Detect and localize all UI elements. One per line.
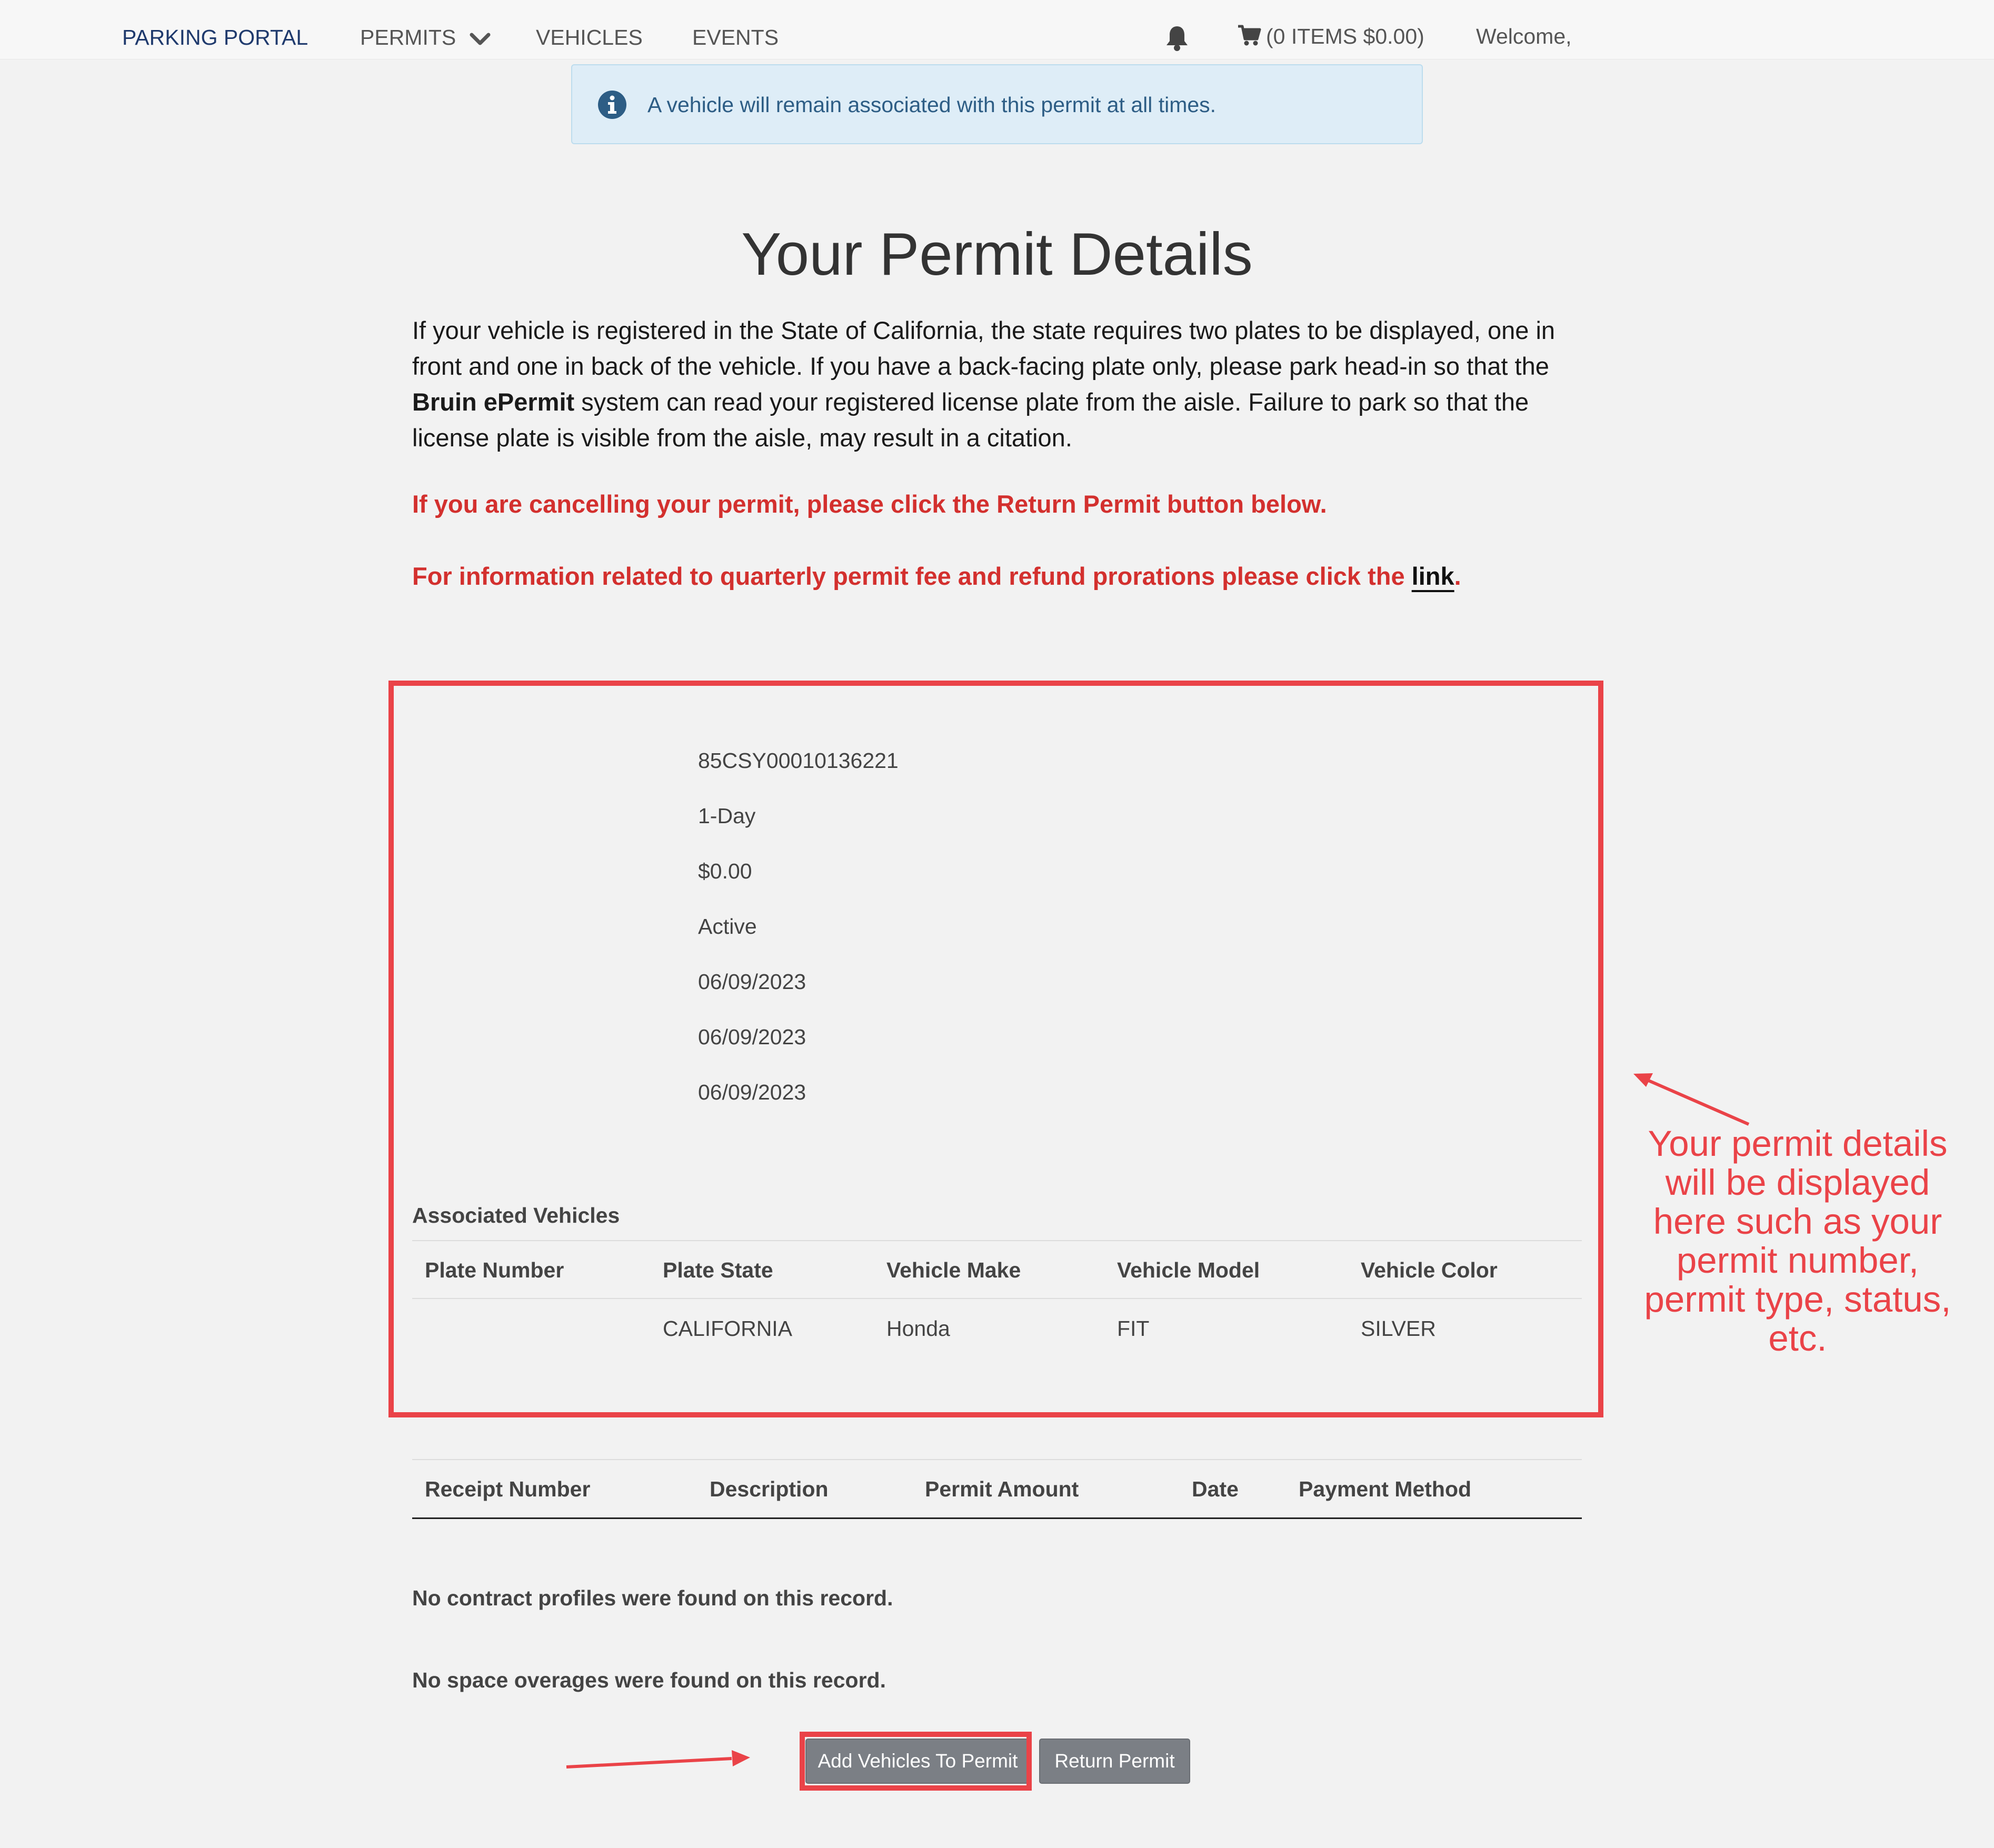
no-overages-note: No space overages were found on this record.	[412, 1668, 886, 1692]
alert-message: A vehicle will remain associated with this permit at all times.	[647, 93, 1217, 117]
nav-permits-label: PERMITS	[360, 25, 456, 49]
effective-date-value: 06/09/2023	[698, 1025, 806, 1049]
col-vehicle-make: Vehicle Make	[886, 1258, 1021, 1282]
annotation-callout-text: Your permit details will be displayed here such as your permit number, permit type, status, etc.	[1644, 1123, 1951, 1358]
col-payment-method: Payment Method	[1299, 1477, 1472, 1501]
col-plate-number: Plate Number	[425, 1258, 564, 1282]
proration-link[interactable]: link	[1411, 562, 1454, 590]
col-vehicle-model: Vehicle Model	[1117, 1258, 1260, 1282]
intro-text-1: If your vehicle is registered in the State of California, the state requires two plates to be displayed, one in front and one in back of the vehicle. If you have a back-facing plate only, please park head-in so that the	[412, 316, 1556, 380]
amount-due-value: $0.00	[698, 859, 752, 883]
cart-summary-link[interactable]: (0 ITEMS $0.00)	[1266, 24, 1424, 48]
page-title: Your Permit Details	[741, 221, 1253, 288]
proration-notice-end: .	[1454, 562, 1461, 590]
status-value: Active	[698, 914, 757, 938]
arrow-to-add-vehicles-button	[566, 1750, 750, 1767]
intro-bold-text: Bruin ePermit	[412, 388, 575, 416]
col-receipt-number: Receipt Number	[425, 1477, 591, 1501]
col-plate-state: Plate State	[663, 1258, 773, 1282]
expiration-date-value: 06/09/2023	[698, 1080, 806, 1104]
add-vehicles-button[interactable]: Add Vehicles To Permit	[805, 1739, 1030, 1784]
proration-notice-text: For information related to quarterly permit fee and refund prorations please click the	[412, 562, 1412, 590]
welcome-user-menu[interactable]: Welcome,	[1476, 24, 1572, 48]
arrow-to-details	[1633, 1073, 1749, 1124]
no-contracts-note: No contract profiles were found on this record.	[412, 1586, 893, 1610]
cell-vehicle-model: FIT	[1117, 1316, 1150, 1341]
nav-events-link[interactable]: EVENTS	[692, 25, 779, 49]
col-date: Date	[1192, 1477, 1239, 1501]
cancel-notice: If you are cancelling your permit, please click the Return Permit button below.	[412, 490, 1327, 518]
cell-plate-state: CALIFORNIA	[663, 1316, 793, 1341]
col-permit-amount: Permit Amount	[925, 1477, 1079, 1501]
type-value: 1-Day	[698, 804, 756, 828]
cell-vehicle-make: Honda	[886, 1316, 950, 1341]
nav-vehicles-link[interactable]: VEHICLES	[536, 25, 643, 49]
nav-brand-link[interactable]: PARKING PORTAL	[122, 25, 308, 49]
col-description: Description	[710, 1477, 829, 1501]
intro-text-2: system can read your registered license plate from the aisle. Failure to park so that the license plate is visible from the aisle, may result in a citation.	[412, 388, 1529, 452]
return-permit-button[interactable]: Return Permit	[1039, 1739, 1190, 1784]
cell-vehicle-color: SILVER	[1361, 1316, 1436, 1341]
permit-number-value: 85CSY00010136221	[698, 748, 899, 773]
col-vehicle-color: Vehicle Color	[1361, 1258, 1498, 1282]
associated-vehicles-heading: Associated Vehicles	[412, 1203, 620, 1227]
issue-date-value: 06/09/2023	[698, 970, 806, 994]
